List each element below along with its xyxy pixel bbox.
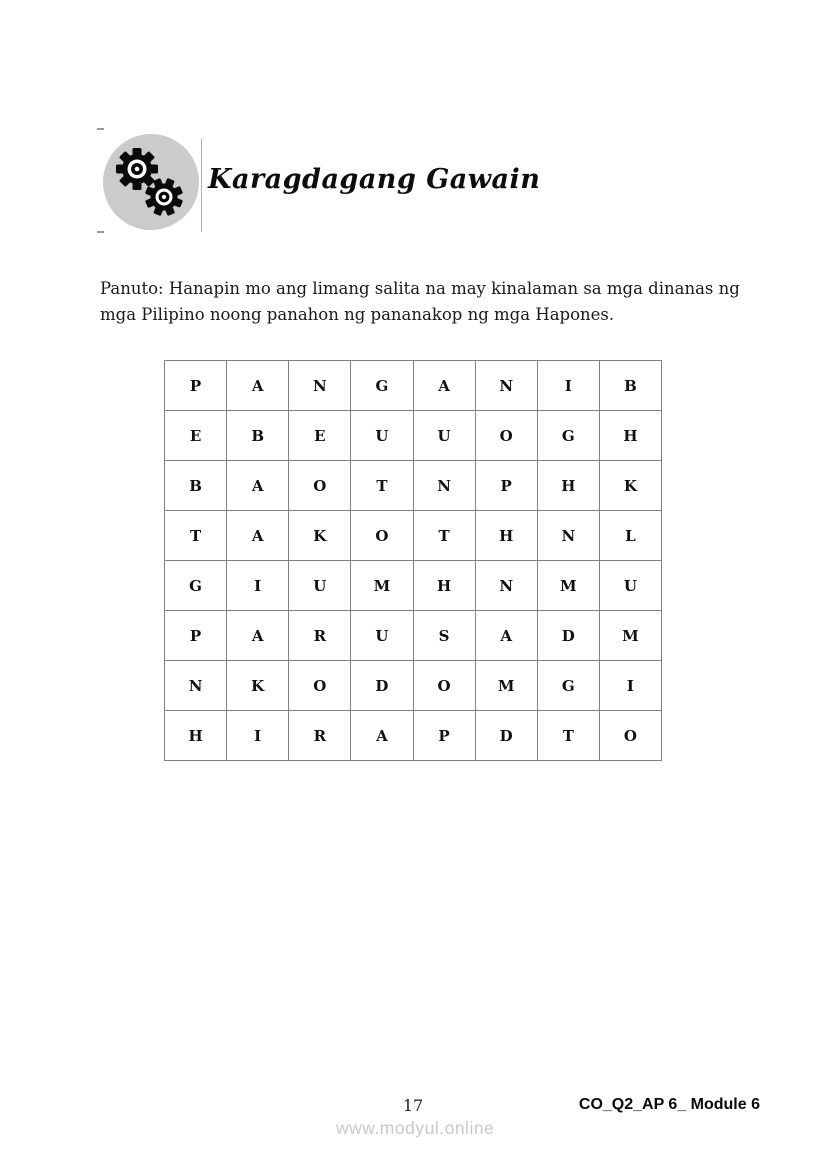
grid-cell: P [165, 611, 227, 661]
grid-cell: O [413, 661, 475, 711]
grid-cell: D [475, 711, 537, 761]
grid-cell: I [599, 661, 661, 711]
grid-cell: A [227, 611, 289, 661]
grid-cell: G [351, 361, 413, 411]
grid-cell: T [413, 511, 475, 561]
grid-cell: O [475, 411, 537, 461]
grid-row [165, 461, 662, 511]
grid-cell: A [413, 361, 475, 411]
grid-cell: M [351, 561, 413, 611]
grid-cell: N [475, 561, 537, 611]
grid-cell: P [165, 361, 227, 411]
grid-cell: A [227, 461, 289, 511]
grid-cell: A [227, 511, 289, 561]
section-header [97, 126, 541, 236]
module-label: CO_Q2_AP 6_ Module 6 [578, 1096, 760, 1113]
grid-cell: L [599, 511, 661, 561]
grid-cell: H [475, 511, 537, 561]
grid-cell: D [537, 611, 599, 661]
grid-cell: T [537, 711, 599, 761]
grid-cell: G [537, 661, 599, 711]
crop-mark-top [97, 128, 104, 130]
header-divider [201, 139, 202, 232]
grid-cell: M [537, 561, 599, 611]
grid-cell: U [599, 561, 661, 611]
grid-cell: G [537, 411, 599, 461]
grid-cell: N [165, 661, 227, 711]
grid-cell: S [413, 611, 475, 661]
grid-cell: T [165, 511, 227, 561]
grid-cell: O [351, 511, 413, 561]
grid-cell: N [289, 361, 351, 411]
gears-icon [103, 134, 199, 230]
grid-cell: H [413, 561, 475, 611]
grid-cell: K [227, 661, 289, 711]
grid-cell: H [537, 461, 599, 511]
grid-cell: O [289, 461, 351, 511]
page-title: Karagdagang Gawain [208, 164, 541, 195]
grid-cell: U [351, 611, 413, 661]
grid-cell: I [537, 361, 599, 411]
grid-cell: O [289, 661, 351, 711]
grid-cell: U [351, 411, 413, 461]
grid-cell: I [227, 561, 289, 611]
grid-row [165, 611, 662, 661]
grid-cell: N [475, 361, 537, 411]
grid-row [165, 511, 662, 561]
grid-cell: N [413, 461, 475, 511]
grid-row [165, 411, 662, 461]
grid-cell: E [165, 411, 227, 461]
word-search-grid [164, 360, 662, 761]
grid-cell: E [289, 411, 351, 461]
grid-cell: U [289, 561, 351, 611]
grid-row [165, 361, 662, 411]
grid-cell: I [227, 711, 289, 761]
page-number: 17 [402, 1096, 424, 1115]
grid-cell: B [599, 361, 661, 411]
grid-cell: B [227, 411, 289, 461]
grid-cell: M [475, 661, 537, 711]
grid-cell: K [599, 461, 661, 511]
grid-cell: A [475, 611, 537, 661]
grid-cell: R [289, 611, 351, 661]
grid-cell: K [289, 511, 351, 561]
grid-cell: G [165, 561, 227, 611]
grid-cell: A [227, 361, 289, 411]
grid-cell: P [475, 461, 537, 511]
grid-row [165, 711, 662, 761]
crop-mark-bottom [97, 231, 104, 233]
grid-cell: A [351, 711, 413, 761]
grid-row [165, 561, 662, 611]
watermark-text: www.modyul.online [336, 1118, 495, 1138]
grid-cell: R [289, 711, 351, 761]
instructions-paragraph [100, 276, 780, 328]
grid-cell: P [413, 711, 475, 761]
instructions-line-2: mga Pilipino noong panahon ng pananakop ng mga Hapones. [100, 305, 615, 324]
grid-cell: U [413, 411, 475, 461]
grid-row [165, 661, 662, 711]
grid-cell: H [599, 411, 661, 461]
grid-cell: N [537, 511, 599, 561]
grid-cell: M [599, 611, 661, 661]
grid-cell: T [351, 461, 413, 511]
grid-cell: B [165, 461, 227, 511]
instructions-line-1: Panuto: Hanapin mo ang limang salita na may kinalaman sa mga dinanas ng [100, 279, 740, 298]
grid-cell: H [165, 711, 227, 761]
grid-cell: D [351, 661, 413, 711]
grid-cell: O [599, 711, 661, 761]
